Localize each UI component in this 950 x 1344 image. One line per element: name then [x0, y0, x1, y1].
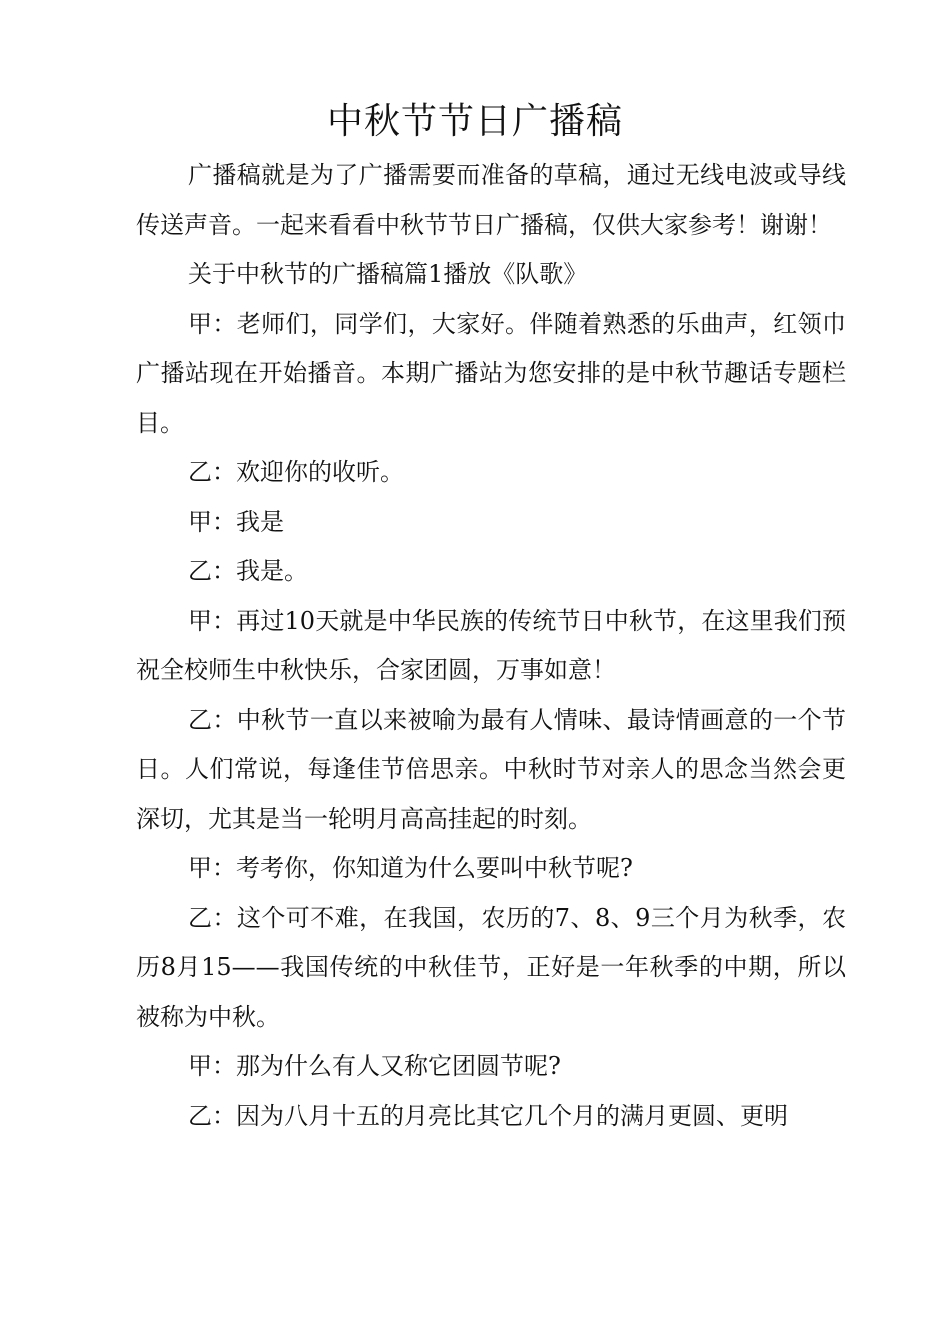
paragraph: 乙：因为八月十五的月亮比其它几个月的满月更圆、更明: [188, 1101, 788, 1130]
paragraph: 广播稿就是为了广播需要而准备的草稿，通过无线电波或导线传送声音。一起来看看中秋节节日广播稿，仅供大家参考！谢谢！: [136, 161, 846, 239]
paragraph: 乙：我是。: [188, 557, 308, 585]
paragraph: 甲：再过10天就是中华民族的传统节日中秋节，在这里我们预祝全校师生中秋快乐，合家团圆，万事如意！: [136, 606, 846, 684]
paragraph: 关于中秋节的广播稿篇1播放《队歌》: [188, 260, 588, 288]
paragraph: 乙：中秋节一直以来被喻为最有人情味、最诗情画意的一个节日。人们常说，每逢佳节倍思亲。中秋时节对亲人的思念当然会更深切，尤其是当一轮明月高高挂起的时刻。: [136, 705, 846, 833]
paragraph: 甲：我是: [188, 507, 284, 536]
paragraph: 甲：考考你，你知道为什么要叫中秋节呢?: [188, 854, 633, 882]
paragraph: 乙：这个可不难，在我国，农历的7、8、9三个月为秋季，农历8月15——我国传统的中秋佳节，正好是一年秋季的中期，所以被称为中秋。: [136, 903, 846, 1031]
paragraph: 甲：那为什么有人又称它团圆节呢?: [188, 1052, 561, 1080]
paragraph: 甲：老师们，同学们，大家好。伴随着熟悉的乐曲声，红领巾广播站现在开始播音。本期广播站为您安排的是中秋节趣话专题栏目。: [136, 309, 846, 437]
document-title: 中秋节节日广播稿: [326, 101, 623, 142]
paragraph: 乙：欢迎你的收听。: [188, 458, 404, 486]
document-body: [136, 151, 846, 1141]
